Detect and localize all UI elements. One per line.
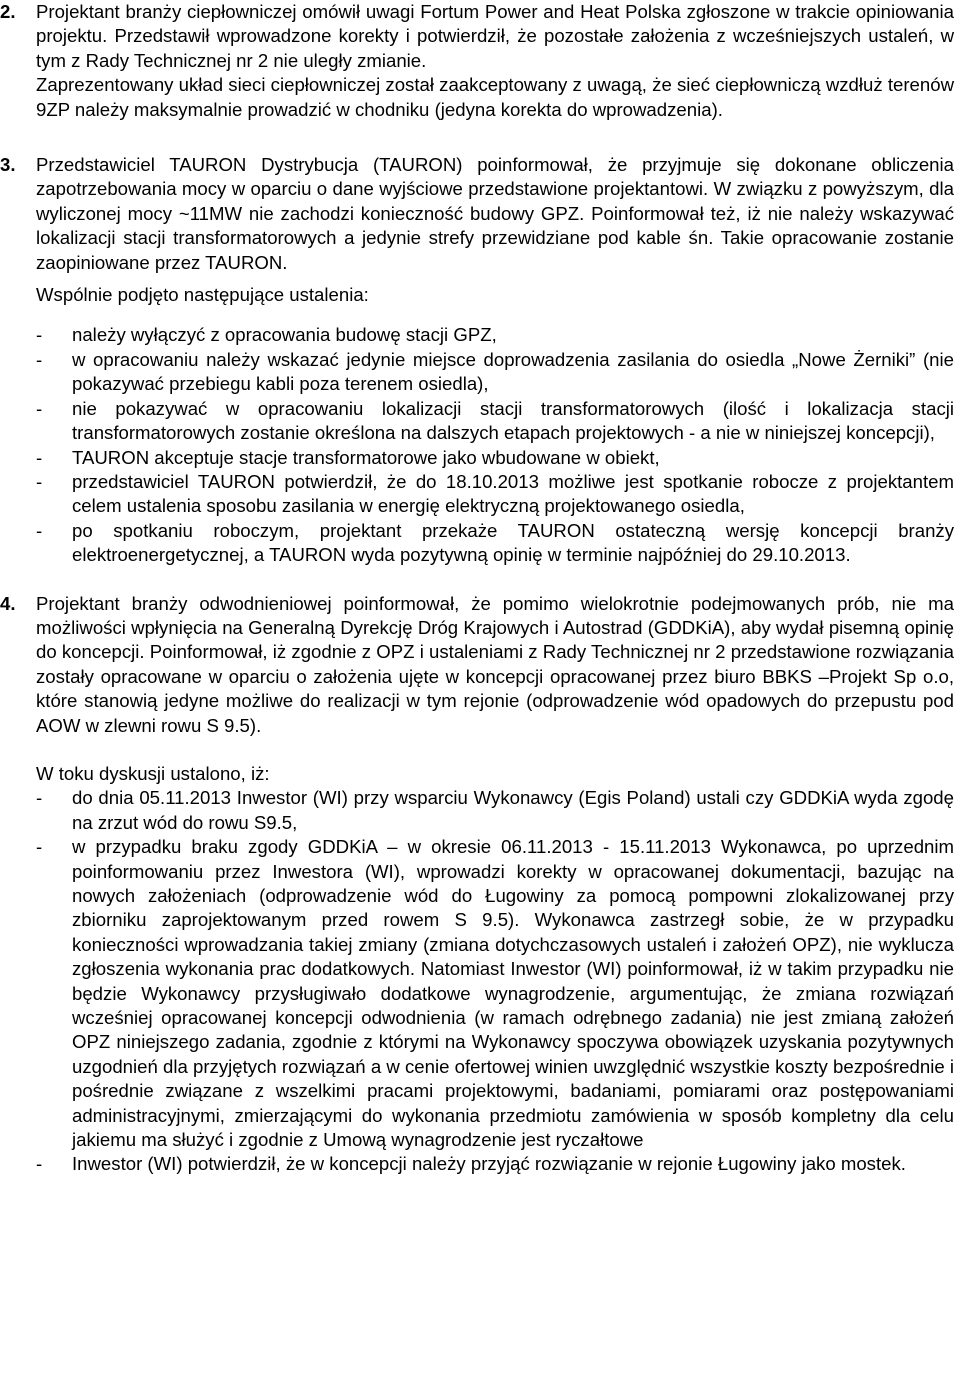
bullet-marker: - xyxy=(36,470,43,492)
section-number: 3. xyxy=(0,154,16,176)
list-item-text: do dnia 05.11.2013 Inwestor (WI) przy wsparciu Wykonawcy (Egis Poland) ustali czy GDDKiA wyda zgodę na zrzut wód do rowu S9.5, xyxy=(72,787,954,833)
discussion-intro: W toku dyskusji ustalono, iż: xyxy=(36,762,270,784)
section-number: 2. xyxy=(0,1,16,22)
list-item xyxy=(36,397,954,446)
list-item xyxy=(36,1152,954,1176)
bullet-marker: - xyxy=(36,519,43,541)
section-paragraph: Projektant branży ciepłowniczej omówił uwagi Fortum Power and Heat Polska zgłoszone w trakcie opiniowania projektu. Przedstawił wprowadzone korekty i potwierdził, że pozostałe założenia z wcześniejszych ustaleń, w tym z Rady Technicznej nr 2 nie uległy zmianie. xyxy=(36,1,954,71)
list-item-text: nie pokazywać w opracowaniu lokalizacji stacji transformatorowych (ilość i lokalizacja stacji transformatorowych zostanie określona na dalszych etapach projektowych - a nie w niniejszej koncepcji), xyxy=(72,397,954,444)
bullet-marker: - xyxy=(36,324,43,346)
section-paragraph: Projektant branży odwodnieniowej poinformował, że pomimo wielokrotnie podejmowanych prób, nie ma możliwości wpłynięcia na Generalną Dyrekcję Dróg Krajowych i Autostrad (GDDKiA), aby wydał pisemną opinię do koncepcji. Poinformował, iż zgodnie z OPZ i ustaleniami z Rady Technicznej nr 2 przedstawione rozwiązania zostały opracowane w oparciu o założenia ujęte w koncepcji opracowanej przez biuro BBKS –Projekt Sp o.o, które stanowią jedyne możliwe do realizacji w tym rejonie (odprowadzenie wód opadowych do przepustu pod AOW w zlewni rowu S 9.5). xyxy=(36,592,954,736)
list-item xyxy=(36,470,954,519)
section-paragraph: Zaprezentowany układ sieci ciepłowniczej został zaakceptowany z uwagą, że sieć ciepłowniczą wzdłuż terenów 9ZP należy maksymalnie prowadzić w chodniku (jedyna korekta do wprowadzenia). xyxy=(36,74,954,120)
list-item-text: w opracowaniu należy wskazać jedynie miejsce doprowadzenia zasilania do osiedla „Nowe Żerniki” (nie pokazywać przebiegu kabli poza terenem osiedla), xyxy=(72,348,954,395)
agreements-intro: Wspólnie podjęto następujące ustalenia: xyxy=(36,284,369,306)
list-item xyxy=(36,835,954,1152)
list-item xyxy=(36,348,954,397)
bullet-marker: - xyxy=(36,787,43,809)
list-item xyxy=(36,323,954,347)
bullet-marker: - xyxy=(36,836,43,858)
bullet-marker: - xyxy=(36,1153,43,1175)
list-item-text: Inwestor (WI) potwierdził, że w koncepcji należy przyjąć rozwiązanie w rejonie Ługowiny jako mostek. xyxy=(72,1153,906,1175)
list-item-text: TAURON akceptuje stacje transformatorowe jako wbudowane w obiekt, xyxy=(72,446,660,468)
list-item-text: po spotkaniu roboczym, projektant przekaże TAURON ostateczną wersję koncepcji branży elektroenergetycznej, a TAURON wyda pozytywną opinię w terminie najpóźniej do 29.10.2013. xyxy=(72,519,954,566)
list-item xyxy=(36,519,954,568)
list-item xyxy=(36,446,954,470)
list-item-text: przedstawiciel TAURON potwierdził, że do 18.10.2013 możliwe jest spotkanie robocze z projektantem celem ustalenia sposobu zasilania w energię elektryczną projektowanego osiedla, xyxy=(72,470,954,517)
section-3 xyxy=(0,153,960,275)
agreements-list xyxy=(0,323,960,567)
list-item-text: w przypadku braku zgody GDDKiA – w okresie 06.11.2013 - 15.11.2013 Wykonawca, po uprzednim poinformowaniu przez Inwestora (WI), wprowadzi korekty w opracowanej dokumentacji, bazując na nowych założeniach (odprowadzenie wód do Ługowiny za pomocą pompowni zlokalizowanej przy zbiorniku zaprojektowanym przed rowem S 9.5). Wykonawca zastrzegł sobie, że w przypadku konieczności wprowadzania takiej zmiany (zmiana dotychczasowych ustaleń i założeń OPZ), nie wyklucza zgłoszenia wykonania prac dodatkowych. Natomiast Inwestor (WI) poinformował, iż w takim przypadku nie będzie Wykonawcy przysługiwało dodatkowe wynagrodzenie, argumentując, że zmiana rozwiązań wcześniej opracowanej koncepcji odwodnienia (w ramach odrębnego zadania) nie jest zmianą założeń OPZ niniejszego zadania, zgodnie z którymi na Wykonawcy spoczywa obowiązek uzyskania pozytywnych uzgodnień dla przyjętych rozwiązań a w cenie ofertowej winien uwzględnić wszystkie koszty bezpośrednie i pośrednie związane z wszelkimi pracami projektowymi, badaniami, pomiarami oraz postępowaniami administracyjnymi, zmierzającymi do wykonania przedmiotu zamówienia w sposób kompletny dla celu jakiemu ma służyć i zgodnie z Umową wynagrodzenie jest ryczałtowe xyxy=(72,836,954,1151)
section-2 xyxy=(0,0,960,122)
list-item xyxy=(36,786,954,835)
section-paragraph: Przedstawiciel TAURON Dystrybucja (TAURON) poinformował, że przyjmuje się dokonane obliczenia zapotrzebowania mocy w oparciu o dane wyjściowe przedstawione projektantowi. W związku z powyższym, dla wyliczonej mocy ~11MW nie zachodzi konieczność budowy GPZ. Poinformował też, iż nie należy wskazywać lokalizacji stacji transformatorowych a jedynie strefy przewidziane pod kable śn. Takie opracowanie zostanie zaopiniowane przez TAURON. xyxy=(36,154,954,273)
bullet-marker: - xyxy=(36,397,43,419)
list-item-text: należy wyłączyć z opracowania budowę stacji GPZ, xyxy=(72,324,497,346)
discussion-list xyxy=(0,786,960,1177)
bullet-marker: - xyxy=(36,446,43,468)
section-4 xyxy=(0,592,960,738)
section-number: 4. xyxy=(0,592,16,614)
bullet-marker: - xyxy=(36,348,43,370)
